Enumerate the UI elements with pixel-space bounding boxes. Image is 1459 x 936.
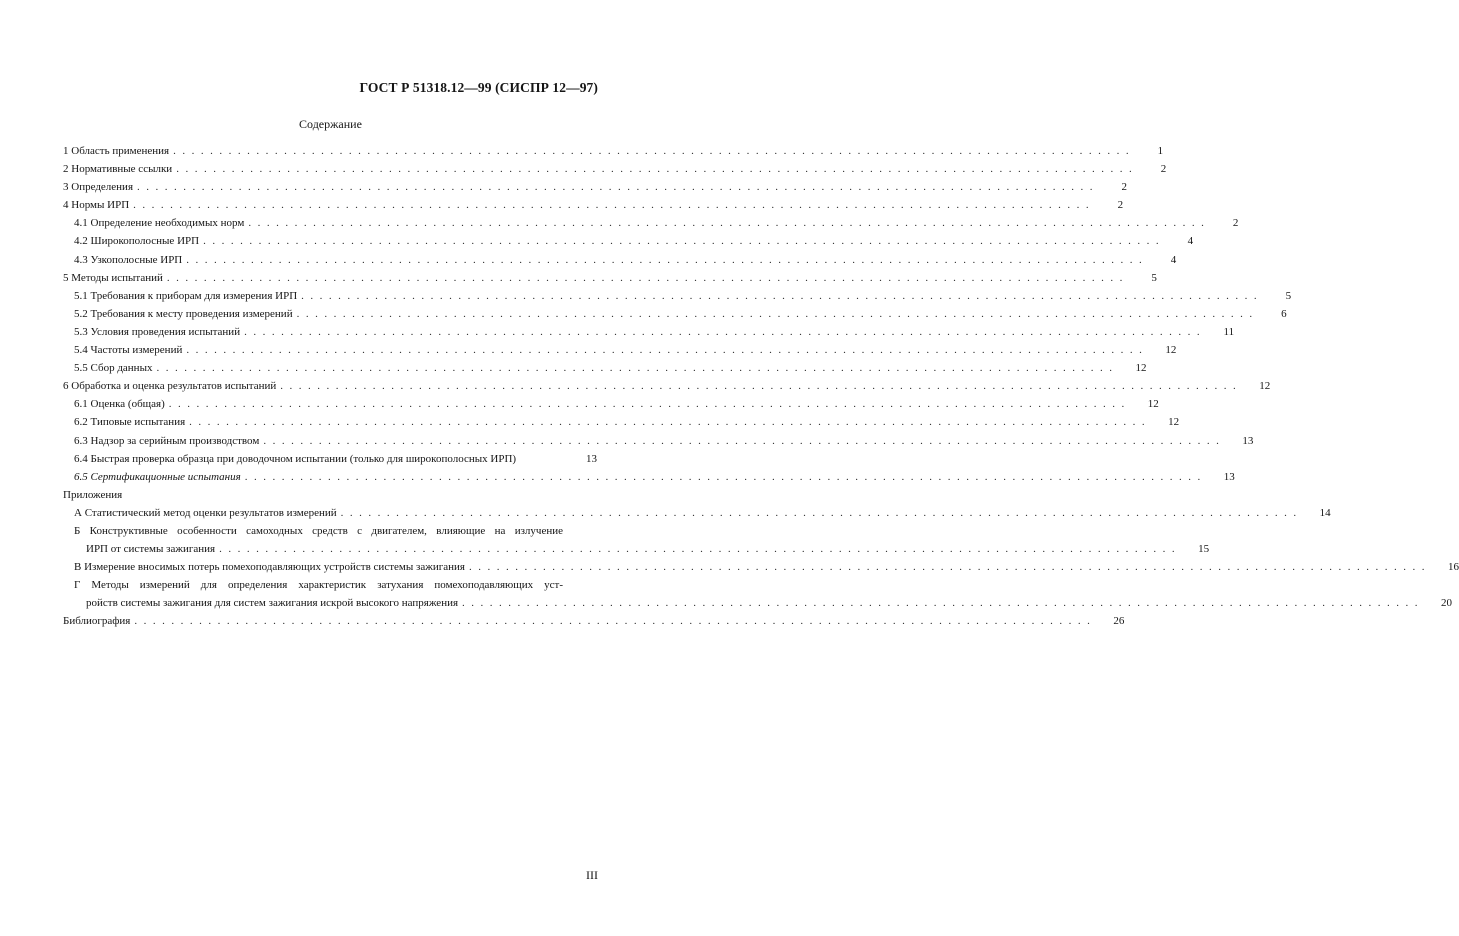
toc-entry-4-2[interactable] xyxy=(63,232,1194,250)
dot-leader: ........................................................................................................ xyxy=(468,561,1431,574)
toc-entry-page: 26 xyxy=(1113,615,1125,628)
dot-leader: ........................................................................................................ xyxy=(189,416,1152,429)
toc-entry-page: 4 xyxy=(1187,235,1194,248)
toc-entry-page: 6 xyxy=(1281,307,1287,320)
dot-leader: ........................................................................................................ xyxy=(168,398,1131,411)
toc-entry-page: 2 xyxy=(1121,181,1128,194)
toc-entry-page: 16 xyxy=(1447,561,1459,574)
dot-leader: ........................................................................................................ xyxy=(166,271,1129,284)
toc-entry-continuation: ИРП от системы зажигания xyxy=(86,543,216,556)
dot-leader: ........................................................................................................ xyxy=(176,163,1139,176)
dot-leader: ........................................................................................................ xyxy=(296,307,1259,320)
toc-entry-title: 5.3 Условия проведения испытаний xyxy=(74,325,241,338)
toc-entry-title: 4.3 Узкополосные ИРП xyxy=(74,253,183,266)
toc-entry-title: 6.1 Оценка (общая) xyxy=(74,398,165,411)
toc-entry-title: 5.4 Частоты измерений xyxy=(74,344,183,357)
toc-entry-page: 15 xyxy=(1198,543,1210,556)
dot-leader: ........................................................................................................ xyxy=(156,362,1119,375)
toc-entry-title: В Измерение вносимых потерь помехоподавляющих устройств системы зажигания xyxy=(74,561,465,574)
toc-title: Содержание xyxy=(299,117,362,131)
toc-entry-6-2[interactable] xyxy=(63,413,1180,431)
toc-entry-page: 13 xyxy=(1223,470,1235,483)
toc-appendix-g-line1[interactable] xyxy=(63,576,597,594)
toc-appendix-b-line2[interactable] xyxy=(63,540,1210,558)
toc-entry-page: 12 xyxy=(1135,362,1147,375)
toc-entry-page: 4 xyxy=(1170,253,1177,266)
dot-leader: ........................................................................................................ xyxy=(248,217,1211,230)
toc-entry-page: 12 xyxy=(1147,398,1159,411)
toc-bibliography[interactable] xyxy=(63,612,1125,630)
toc-entry-1[interactable] xyxy=(63,142,1164,160)
toc-entry-page: 1 xyxy=(1157,145,1164,157)
appendices-heading: Приложения xyxy=(63,488,123,501)
toc-entry-5[interactable] xyxy=(63,269,1157,287)
toc-entry-4-1[interactable] xyxy=(63,214,1239,232)
toc-entry-6-5[interactable] xyxy=(63,468,1235,486)
dot-leader: ........................................................................................................ xyxy=(134,615,1097,628)
toc-entry-2[interactable] xyxy=(63,160,1167,178)
toc-entry-title: 3 Определения xyxy=(63,181,134,194)
toc-entry-title: 4.1 Определение необходимых норм xyxy=(74,217,245,230)
toc-entry-page: 12 xyxy=(1165,344,1177,357)
toc-entry-page: 2 xyxy=(1232,217,1239,230)
toc-entry-page: 13 xyxy=(1242,434,1254,447)
page-number: III xyxy=(586,868,598,882)
toc-entry-title: Б Конструктивные особенности самоходных средств с двигателем, влияющие на излучение xyxy=(74,524,563,537)
dot-leader: ........................................................................................................ xyxy=(340,506,1303,519)
dot-leader: ........................................................................................................ xyxy=(244,470,1207,483)
toc-entry-4[interactable] xyxy=(63,196,1124,214)
toc-entry-page: 2 xyxy=(1117,199,1124,212)
toc-entry-page: 12 xyxy=(1259,380,1271,393)
toc-entry-title: 4 Нормы ИРП xyxy=(63,199,130,212)
toc-entry-3[interactable] xyxy=(63,178,1128,196)
toc-entry-5-1[interactable] xyxy=(63,287,1292,305)
toc-appendix-g-line2[interactable] xyxy=(63,594,1453,612)
toc-entry-page: 20 xyxy=(1441,597,1453,610)
toc-entry-title: 6 Обработка и оценка результатов испытаний xyxy=(63,380,277,393)
toc-entry-5-2[interactable] xyxy=(63,305,1287,323)
dot-leader: ........................................................................................................ xyxy=(203,235,1166,248)
toc-entry-title: А Статистический метод оценки результатов измерений xyxy=(74,506,337,519)
toc-entry-continuation: ройств системы зажигания для систем зажигания искрой высокого напряжения xyxy=(86,597,459,610)
dot-leader: ........................................................................................................ xyxy=(186,253,1149,266)
toc-entry-6[interactable] xyxy=(63,377,1271,395)
dot-leader: ........................................................................................................ xyxy=(186,344,1149,357)
dot-leader: ........................................................................................................ xyxy=(133,199,1096,212)
toc-entry-page: 5 xyxy=(1151,271,1157,284)
toc-appendix-v[interactable] xyxy=(63,558,1459,576)
toc-entry-page: 5 xyxy=(1285,289,1292,302)
dot-leader: ........................................................................................................ xyxy=(462,597,1425,610)
toc-appendix-b-line1[interactable] xyxy=(63,522,597,540)
toc-entry-page: 13 xyxy=(586,452,597,465)
toc-entry-title: 1 Область применения xyxy=(63,145,170,157)
toc-entry-title: 6.3 Надзор за серийным производством xyxy=(74,434,260,447)
dot-leader: ........................................................................................................ xyxy=(301,289,1264,302)
toc-entry-title: 6.2 Типовые испытания xyxy=(74,416,186,429)
dot-leader: ........................................................................................................ xyxy=(137,181,1100,194)
toc-entry-5-3[interactable] xyxy=(63,323,1235,341)
dot-leader: ........................................................................................................ xyxy=(263,434,1226,447)
toc-entry-page: 2 xyxy=(1160,163,1167,176)
dot-leader: ........................................................................................................ xyxy=(173,145,1136,157)
toc-entry-title: Библиография xyxy=(63,615,131,628)
toc-entry-title: 2 Нормативные ссылки xyxy=(63,163,173,176)
toc-entry-6-1[interactable] xyxy=(63,395,1159,413)
toc-entry-title: Г Методы измерений для определения характеристик затухания помехоподавляющих уст- xyxy=(74,579,563,592)
toc-entry-title: 5.1 Требования к приборам для измерения ИРП xyxy=(74,289,298,302)
toc-entry-page: 14 xyxy=(1319,506,1331,519)
table-of-contents xyxy=(63,142,1459,631)
toc-entry-6-3[interactable] xyxy=(63,432,1254,450)
toc-appendix-a[interactable] xyxy=(63,504,1331,522)
toc-entry-5-5[interactable] xyxy=(63,359,1147,377)
toc-entry-6-4[interactable] xyxy=(63,450,597,468)
toc-entry-5-4[interactable] xyxy=(63,341,1177,359)
toc-entry-title: 6.4 Быстрая проверка образца при доводочном испытании (только для широкополосных ИРП) xyxy=(74,452,517,465)
dot-leader: ........................................................................................................ xyxy=(280,380,1243,393)
dot-leader: ........................................................................................................ xyxy=(219,543,1182,556)
toc-entry-title: 5.5 Сбор данных xyxy=(74,362,153,375)
toc-entry-page: 11 xyxy=(1223,325,1235,338)
toc-entry-page: 12 xyxy=(1168,416,1180,429)
toc-entry-title: 5 Методы испытаний xyxy=(63,271,163,284)
toc-entry-title: 5.2 Требования к месту проведения измерений xyxy=(74,307,293,320)
toc-entry-title: 4.2 Широкополосные ИРП xyxy=(74,235,200,248)
standard-code-header: ГОСТ Р 51318.12—99 (СИСПР 12—97) xyxy=(359,80,598,95)
toc-entry-4-3[interactable] xyxy=(63,251,1177,269)
toc-entry-title: 6.5 Сертификационные испытания xyxy=(74,470,241,483)
dot-leader: ........................................................................................................ xyxy=(244,325,1207,338)
